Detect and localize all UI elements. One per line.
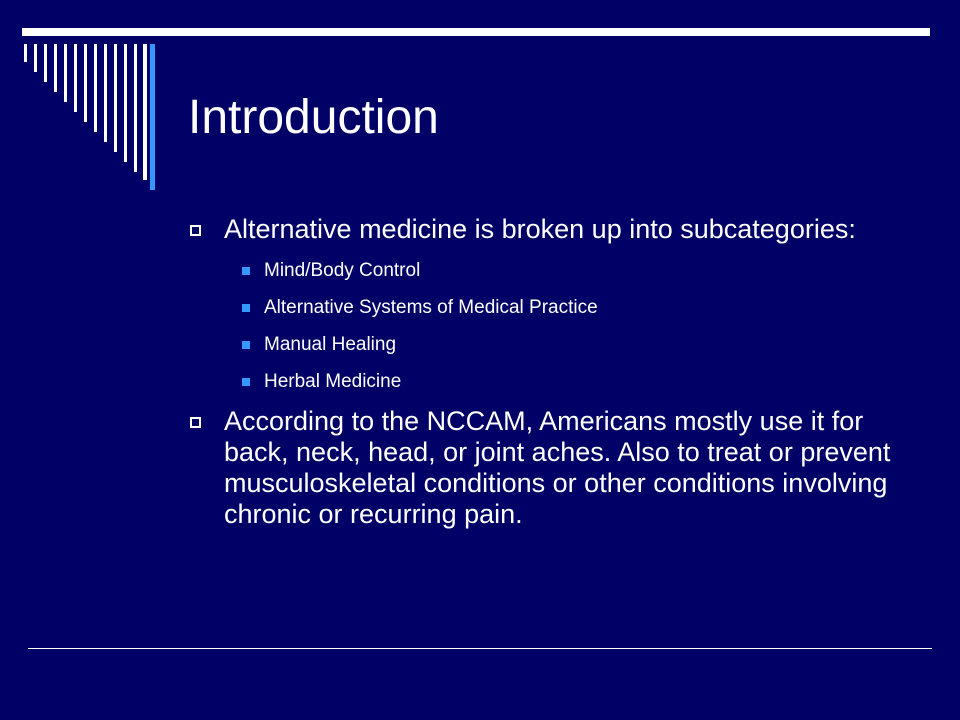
sub-bullet-item	[188, 259, 908, 283]
hollow-square-bullet-icon	[190, 417, 201, 428]
sub-bullet-text: Mind/Body Control	[264, 260, 421, 281]
square-bullet-icon	[242, 267, 250, 275]
sub-bullet-text: Herbal Medicine	[264, 371, 402, 392]
sub-bullet-item	[188, 333, 908, 357]
decorative-bars	[0, 0, 960, 200]
slide-content	[188, 214, 908, 530]
bullet-text: According to the NCCAM, Americans mostly use it for back, neck, head, or joint aches. Also to treat or prevent musculoskeletal conditions or other conditions involving chronic or recurring pain.	[224, 406, 891, 529]
slide-title: Introduction	[188, 91, 439, 144]
bullet-item	[188, 214, 908, 245]
bottom-rule	[28, 648, 932, 649]
bullet-item	[188, 406, 908, 530]
sub-bullet-item	[188, 296, 908, 320]
square-bullet-icon	[242, 341, 250, 349]
sub-bullet-text: Alternative Systems of Medical Practice	[264, 297, 598, 318]
sub-bullet-text: Manual Healing	[264, 334, 397, 355]
square-bullet-icon	[242, 378, 250, 386]
square-bullet-icon	[242, 304, 250, 312]
sub-bullet-item	[188, 370, 908, 394]
bullet-text: Alternative medicine is broken up into subcategories:	[224, 214, 856, 244]
hollow-square-bullet-icon	[190, 225, 201, 236]
